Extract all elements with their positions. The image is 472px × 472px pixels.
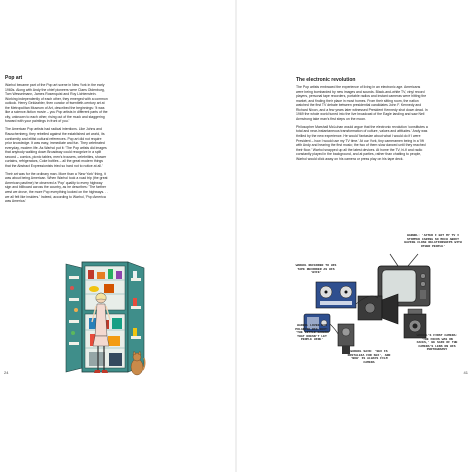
caption-polaroid: WARHOL LOVED HIS POLAROID BIG SHOT: 'THE LITTLE CAMERA THAT DOESN'T LET PEOPLE HIDE' [295,323,329,342]
page-number-right: 41 [463,370,468,375]
page-number-left: 24 [4,370,9,375]
section-heading-electronic-revolution: The electronic revolution [296,77,356,83]
caption-flash-camera: WARHOL'S FIRST CAMERA: 'THE FOCUS WAS ON FACES,' HE SAID OF THE CAMERA'S LENS ON HIS PHOTOGRAPHY [416,333,458,352]
left-text-column [5,75,109,207]
right-page [236,0,472,472]
tape-recorder-illustration [316,282,356,308]
paragraph: The American Pop artists had radical intentions. Like Johns and Rauschenberg, they rebelled against the established art world, its conformity and elitist cultural references. Pop art did not require prior knowledge. It was easy, immediate and fun. They celebrated everyday, modern life. As Warhol put it: 'The Pop artists did images that anybody walking down Broadway could recognize in a split second – comics, picnic tables, men's trousers, celebrities, shower curtains, refrigerators, Coke bottles – all the great modern things that the Abstract Expressionists tried so hard not to notice at all.' [5,127,107,168]
section-heading-pop-art: Pop art [5,75,23,81]
cat-illustration [128,350,146,376]
paragraph: Warhol became part of the Pop art scene in New York in the early 1960s. Along with Andy the chief pioneers were Claes Oldenburg, Tom Wesselmann, James Rosenquist and Roy Lichtenstein. Working independently of each other, they emerged with a common outlook. Henry Geldzahler, then curator of twentieth-century art at the Metropolitan Museum of Art, described the beginnings: 'It was like a science-fiction movie – you Pop artists in different parts of the city, unknown to each other, rising out of the muck and staggering forward with your paintings in front of you.' [5,83,108,124]
caption-television: WARHOL: 'AFTER I GOT MY TV I STOPPED CARING SO MUCH ABOUT HAVING CLOSE RELATIONSHIPS WITH OTHER PEOPLE' [404,233,462,248]
right-text-column [296,77,428,165]
paragraph: The Pop artists embraced the experience of living in an electronic age. Americans were being bombarded by new images and sounds. Black-and-white TV, vinyl record players, personal tape recorders, portable radios and instant cameras were hitting the market, and finding their place in most homes. From their sitting room, the nation watched the first TV debate between presidential candidates John F. Kennedy and Richard Nixon, and a few years later witnessed President Kennedy shot down dead. In 1969 the whole world tuned into the live broadcast of the Eagle landing and saw Neil Armstrong take man's first steps on the moon. [296,85,428,121]
paragraph: Their art was for the ordinary man. More than a 'New York' thing, it was about being American. When Warhol took a road trip (the great American pastime) he observed a 'Pop' quality to every highway sign and billboard across the country, as he describes: 'The farther west we drove, the more Pop everything looked on the highways. . . we all felt like insiders.' Indeed, according to Warhol, 'Pop America was America.' [5,171,108,204]
caption-tape-recorder: WARHOL REFERRED TO HIS TAPE RECORDER AS HIS 'WIFE' [295,263,337,275]
woman-illustration [90,290,112,376]
paragraph: Philosopher Marshall McLuhan would argue that the electronic revolution 'constitutes a total and near-instantaneous transformation of culture, values and attitudes.' Andy was thrilled by the new experience. He would 'fantasize about what I would do if I were President – how I would use my TV time.' At our York, tiny cameramen being in a 'lift with Andy and hearing the first music; the two of them slow danced until they reached their floor.' Warhol snapped up all the latest devices. At home the TV, hi-fi and radio constantly played in the background, and at parties, rather than chatting to people, Warhol would click away on his camera or press play on his tape deck. [296,124,428,161]
television-illustration [378,254,430,306]
fridge-left-door [66,264,82,372]
caption-film-camera: WARHOL SAID: 'SEX IS NOSTALGIA FOR SEX', AND 'NOW' IS ALWAYS FILM CAMERA [347,349,391,364]
